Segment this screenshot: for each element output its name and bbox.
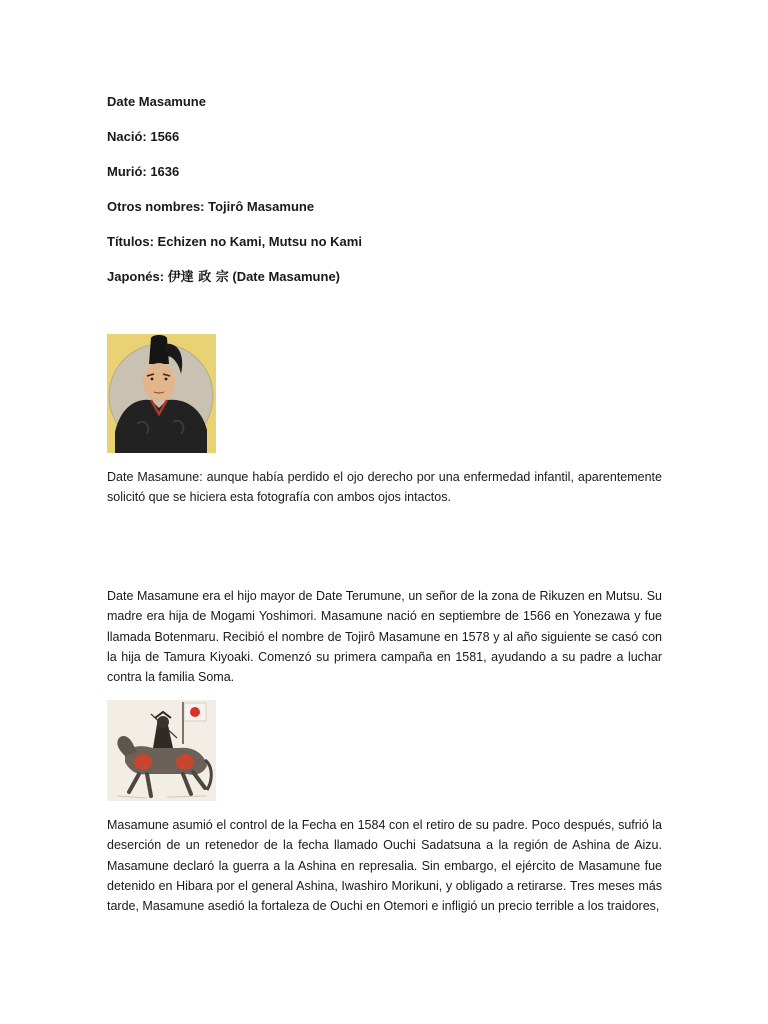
japanese-name bbox=[107, 269, 340, 286]
paragraph-1: Date Masamune era el hijo mayor de Date Terumune, un señor de la zona de Rikuzen en Mutsu. Su madre era hija de Mogami Yoshimori. Masamune nació en septiembre de 1566 en Yonezawa y fue llamada Botenmaru. Recibió el nombre de Tojirô Masamune en 1578 y al año siguiente se casó con la hija de Tamura Kiyoaki. Comenzó su primera campaña en 1581, ayudando a su padre a luchar contra la familia Soma. bbox=[107, 589, 662, 685]
portrait-caption: Date Masamune: aunque había perdido el ojo derecho por una enfermedad infantil, aparentemente solicitó que se hiciera esta fotografía con ambos ojos intactos. bbox=[107, 470, 662, 505]
japanese-label: Japonés: bbox=[107, 269, 168, 284]
paragraph-2: Masamune asumió el control de la Fecha en 1584 con el retiro de su padre. Poco después, sufrió la deserción de un retenedor de la fecha llamado Ouchi Sadatsuna a la región de Ashina de Aizu. Masamune declaró la guerra a la Ashina en represalia. Sin embargo, el ejército de Masamune fue detenido en Hibara por el general Ashina, Iwashiro Morikuni, y obligado a retirarse. Tres meses más tarde, Masamune asedió la fortaleza de Ouchi en Otemori e infligió un precio terrible a los traidores, bbox=[107, 818, 662, 914]
death-year: Murió: 1636 bbox=[107, 164, 180, 179]
birth-year: Nació: 1566 bbox=[107, 129, 180, 144]
japanese-kanji: 伊達 政 宗 bbox=[167, 270, 229, 285]
japanese-suffix: (Date Masamune) bbox=[228, 269, 340, 284]
mounted-samurai-image bbox=[107, 700, 216, 801]
person-name: Date Masamune bbox=[107, 94, 206, 109]
titles: Títulos: Echizen no Kami, Mutsu no Kami bbox=[107, 234, 362, 249]
other-names: Otros nombres: Tojirô Masamune bbox=[107, 199, 315, 214]
portrait-image bbox=[107, 334, 216, 453]
